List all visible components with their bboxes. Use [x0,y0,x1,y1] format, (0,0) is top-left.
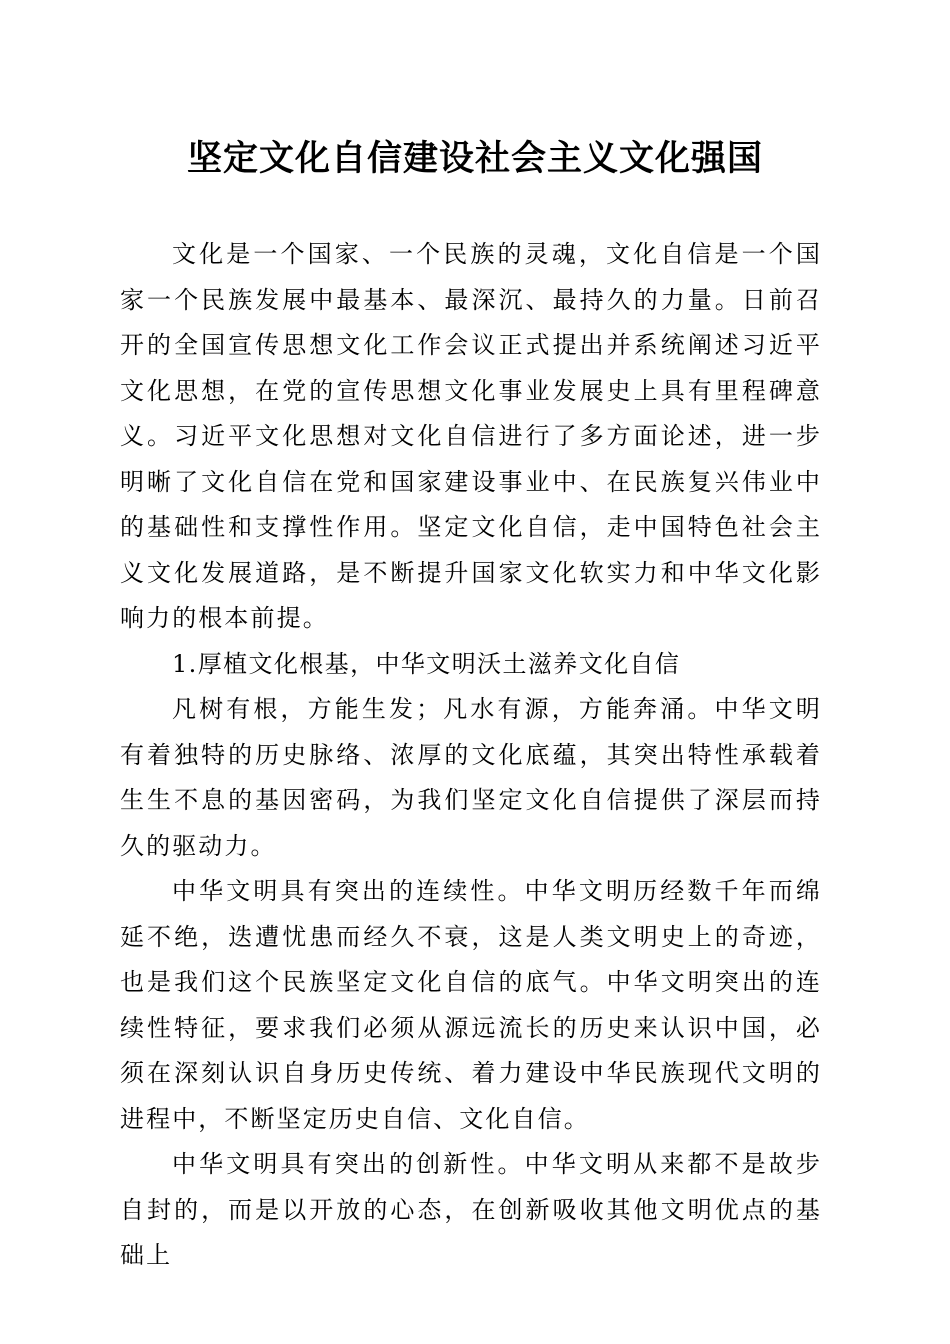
section-1-heading: 1.厚植文化根基，中华文明沃土滋养文化自信 [172,649,681,678]
document-title: 坚定文化自信建设社会主义文化强国 [186,138,763,179]
intro-paragraph: 文化是一个国家、一个民族的灵魂，文化自信是一个国家一个民族发展中最基本、最深沉、最持久的力量。日前召开的全国宣传思想文化工作会议正式提出并系统阐述习近平文化思想，在党的宣传思想文化事业发展史上具有里程碑意义。习近平文化思想对文化自信进行了多方面论述，进一步明晰了文化自信在党和国家建设事业中、在民族复兴伟业中的基础性和支撑性作用。坚定文化自信，走中国特色社会主义文化发展道路，是不断提升国家文化软实力和中华文化影响力的根本前提。 [120,240,822,632]
document-body [120,232,822,1279]
section-1-paragraph-2: 中华文明具有突出的连续性。中华文明历经数千年而绵延不绝，迭遭忧患而经久不衰，这是人类文明史上的奇迹，也是我们这个民族坚定文化自信的底气。中华文明突出的连续性特征，要求我们必须从源远流长的历史来认识中国，必须在深刻认识自身历史传统、着力建设中华民族现代文明的进程中，不断坚定历史自信、文化自信。 [120,877,822,1133]
section-1-paragraph-1: 凡树有根，方能生发；凡水有源，方能奔涌。中华文明有着独特的历史脉络、浓厚的文化底蕴，其突出特性承载着生生不息的基因密码，为我们坚定文化自信提供了深层而持久的驱动力。 [120,695,822,860]
section-1-paragraph-3: 中华文明具有突出的创新性。中华文明从来都不是故步自封的，而是以开放的心态，在创新吸收其他文明优点的基础上 [120,1150,822,1269]
